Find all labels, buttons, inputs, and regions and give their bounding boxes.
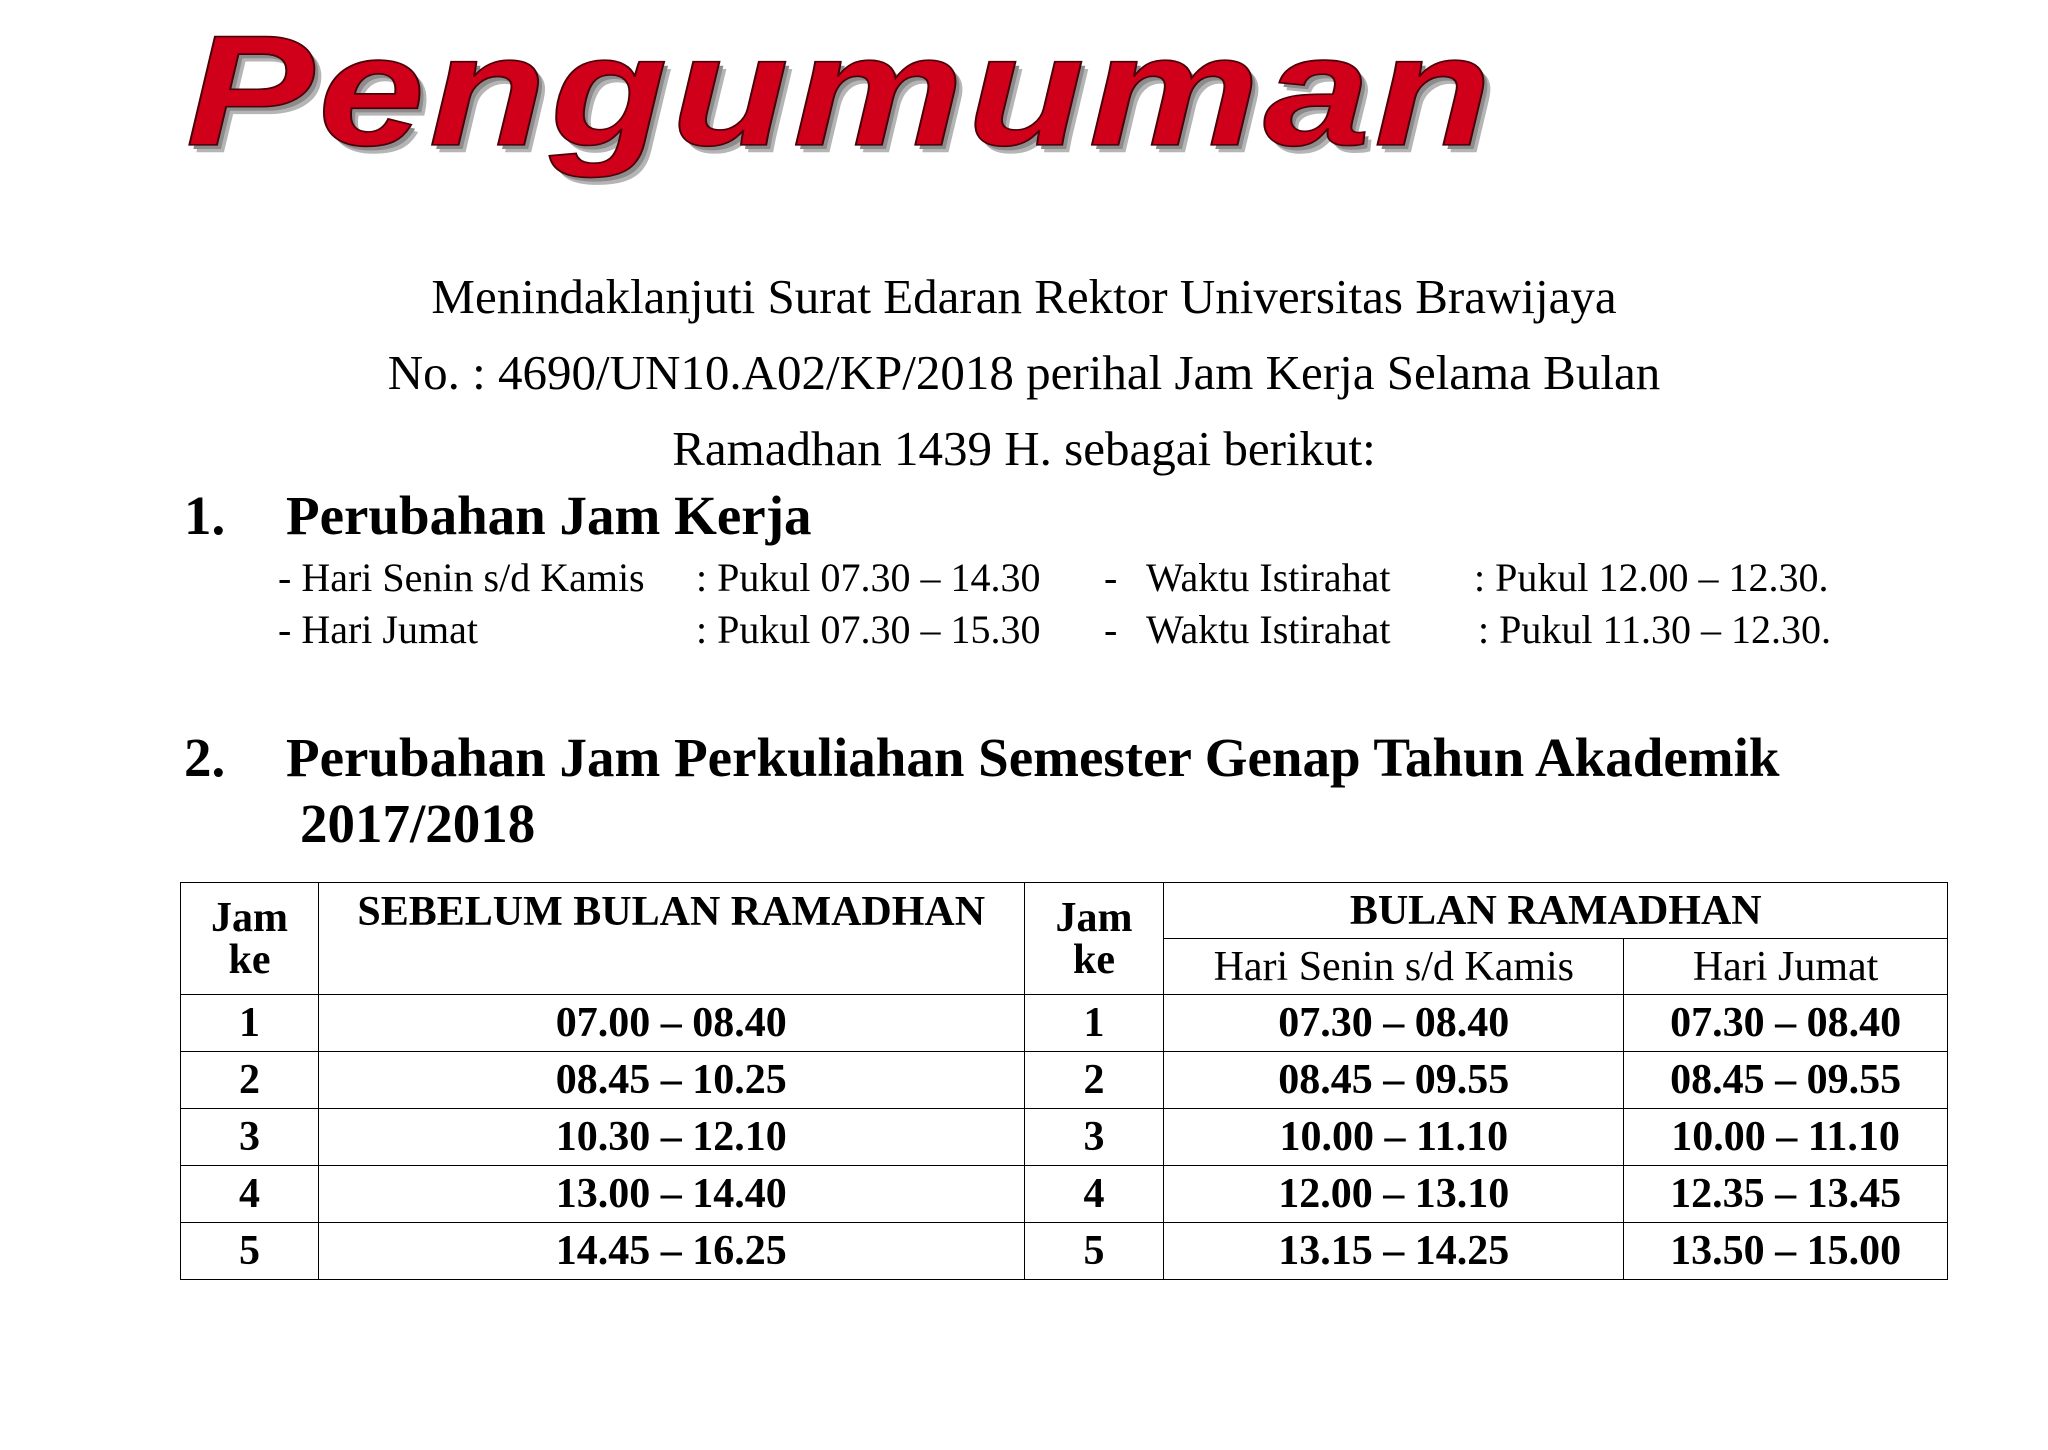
cell-fri: 07.30 – 08.40 — [1624, 995, 1948, 1052]
cell-jam-ramadhan: 4 — [1024, 1166, 1164, 1223]
header-bulan-ramadhan: BULAN RAMADHAN — [1164, 883, 1948, 939]
cell-before: 14.45 – 16.25 — [318, 1223, 1024, 1280]
table-row — [181, 1166, 1948, 1223]
cell-before: 13.00 – 14.40 — [318, 1166, 1024, 1223]
cell-jam-ramadhan: 1 — [1024, 995, 1164, 1052]
table-row — [181, 1223, 1948, 1280]
section-2-title: Perubahan Jam Perkuliahan Semester Genap Tahun Akademik — [286, 727, 1780, 788]
cell-mon-thu: 12.00 – 13.10 — [1164, 1166, 1624, 1223]
cell-mon-thu: 10.00 – 11.10 — [1164, 1109, 1624, 1166]
cell-mon-thu: 08.45 – 09.55 — [1164, 1052, 1624, 1109]
break-time: : Pukul 12.00 – 12.30. — [1474, 555, 1829, 600]
work-hours-day: - Hari Jumat — [278, 607, 478, 652]
cell-before: 07.00 – 08.40 — [318, 995, 1024, 1052]
cell-jam-ramadhan: 2 — [1024, 1052, 1164, 1109]
work-hours-day: - Hari Senin s/d Kamis — [278, 555, 645, 600]
cell-before: 10.30 – 12.10 — [318, 1109, 1024, 1166]
cell-before: 08.45 – 10.25 — [318, 1052, 1024, 1109]
section-2-number: 2. — [184, 727, 226, 788]
table-row — [181, 995, 1948, 1052]
table-row — [181, 1109, 1948, 1166]
table-row — [181, 1052, 1948, 1109]
intro-line-2: No. : 4690/UN10.A02/KP/2018 perihal Jam Kerja Selama Bulan — [387, 345, 1661, 400]
table-header-row — [181, 883, 1948, 939]
section-1-number: 1. — [184, 485, 226, 546]
work-hours-time: : Pukul 07.30 – 14.30 — [696, 555, 1041, 600]
header-before-ramadhan: SEBELUM BULAN RAMADHAN — [318, 883, 1024, 995]
cell-jam: 2 — [181, 1052, 319, 1109]
work-hours-time: : Pukul 07.30 – 15.30 — [696, 607, 1041, 652]
section-1-title: Perubahan Jam Kerja — [286, 485, 812, 546]
cell-jam: 3 — [181, 1109, 319, 1166]
cell-mon-thu: 13.15 – 14.25 — [1164, 1223, 1624, 1280]
cell-jam-ramadhan: 5 — [1024, 1223, 1164, 1280]
break-label: Waktu Istirahat — [1146, 607, 1391, 652]
header-fri: Hari Jumat — [1624, 939, 1948, 995]
section-2-title-year: 2017/2018 — [300, 793, 536, 854]
header-jam-ke: Jam ke — [181, 883, 319, 995]
cell-fri: 08.45 – 09.55 — [1624, 1052, 1948, 1109]
intro-line-1: Menindaklanjuti Surat Edaran Rektor Universitas Brawijaya — [431, 269, 1617, 324]
cell-jam: 1 — [181, 995, 319, 1052]
cell-fri: 12.35 – 13.45 — [1624, 1166, 1948, 1223]
lecture-schedule-table — [180, 882, 1948, 1280]
announcement-banner: Pengumuman — [186, 2, 1496, 179]
cell-fri: 13.50 – 15.00 — [1624, 1223, 1948, 1280]
work-hours-separator: - — [1104, 555, 1118, 600]
cell-fri: 10.00 – 11.10 — [1624, 1109, 1948, 1166]
intro-line-3: Ramadhan 1439 H. sebagai berikut: — [672, 421, 1376, 476]
cell-jam: 4 — [181, 1166, 319, 1223]
cell-jam-ramadhan: 3 — [1024, 1109, 1164, 1166]
break-label: Waktu Istirahat — [1146, 555, 1391, 600]
header-jam-ke-ramadhan: Jam ke — [1024, 883, 1164, 995]
work-hours-separator: - — [1104, 607, 1118, 652]
cell-mon-thu: 07.30 – 08.40 — [1164, 995, 1624, 1052]
cell-jam: 5 — [181, 1223, 319, 1280]
header-mon-thu: Hari Senin s/d Kamis — [1164, 939, 1624, 995]
break-time: : Pukul 11.30 – 12.30. — [1478, 607, 1831, 652]
